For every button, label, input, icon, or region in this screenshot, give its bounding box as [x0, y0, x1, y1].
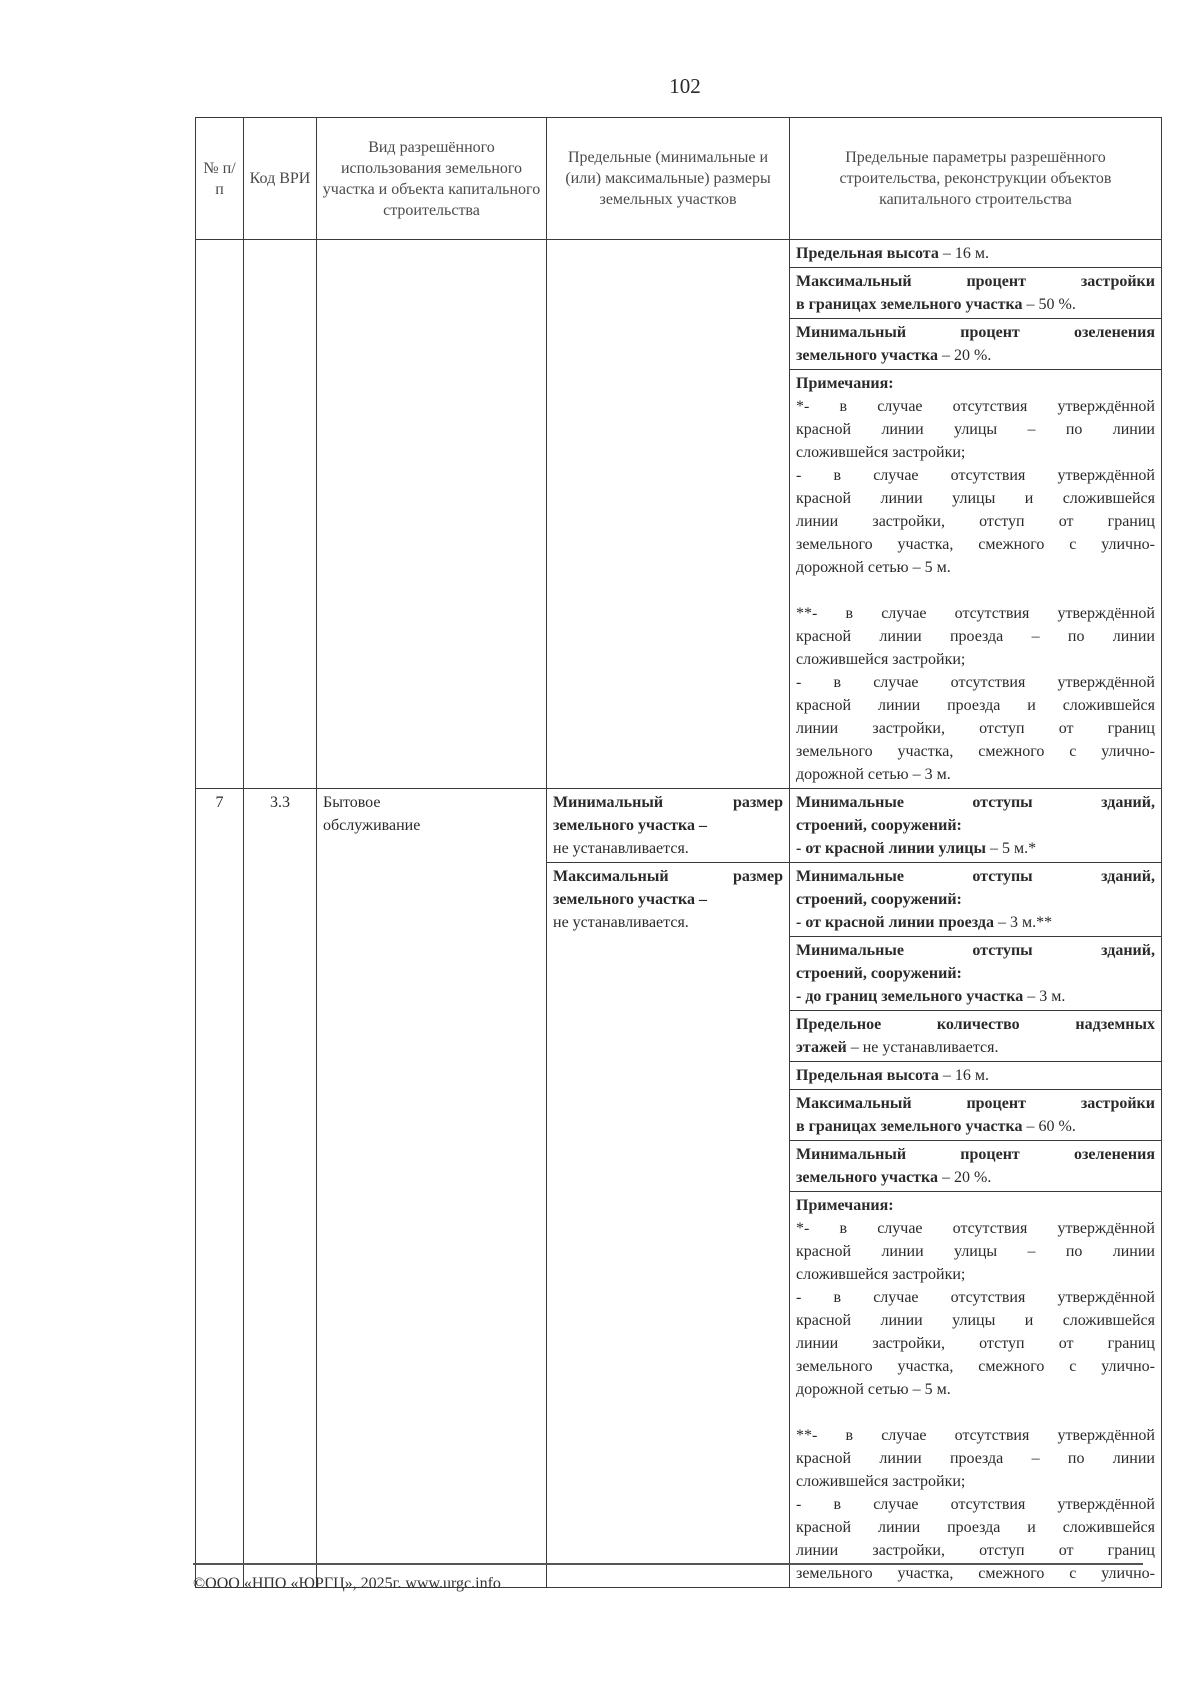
param2-line-1: Минимальные отступы зданий,: [796, 868, 1155, 885]
param3-line-2: строений, сооружений:: [796, 965, 962, 982]
floors-cell: [790, 1011, 1162, 1062]
header-size: Предельные (минимальные и (или) максимальные) размеры земельных участков: [547, 118, 790, 240]
note-line: **- в случае отсутствия утверждённой: [796, 1427, 1155, 1444]
note-line: дорожной сетью – 3 м.: [796, 766, 951, 783]
green-value: – 20 %.: [938, 1169, 992, 1186]
table-row: [196, 789, 1162, 863]
param-cell-1: [790, 789, 1162, 863]
param-cell-3: [790, 937, 1162, 1011]
table-row: [196, 240, 1162, 268]
note-gap: [796, 579, 1155, 602]
footer-copyright: ©ООО «НПО «ЮРГЦ», 2025г. www.urgc.info: [193, 1575, 501, 1592]
floors-line-2: этажей: [796, 1039, 847, 1056]
prev-type-cell: [317, 240, 547, 789]
size-min-line-3: не устанавливается.: [553, 840, 689, 857]
note-line: линии застройки, отступ от границ: [796, 1542, 1155, 1559]
note-line: красной линии улицы – по линии: [796, 1243, 1155, 1260]
header-num: № п/п: [196, 118, 244, 240]
param1-value: – 5 м.*: [986, 840, 1037, 857]
note-gap: [796, 1401, 1155, 1424]
size-max-line-3: не устанавливается.: [553, 914, 689, 931]
prev-build-cell: [790, 268, 1162, 319]
param3-line-3: - до границ земельного участка: [796, 988, 1024, 1005]
note-line: красной линии улицы и сложившейся: [796, 1312, 1155, 1329]
note-line: красной линии проезда и сложившейся: [796, 1519, 1155, 1536]
prev-code-cell: [244, 240, 317, 789]
floors-line-1: Предельное количество надземных: [796, 1016, 1155, 1033]
row7-green-cell: [790, 1141, 1162, 1192]
param2-line-3: - от красной линии проезда: [796, 914, 994, 931]
floors-value: – не устанавливается.: [846, 1039, 999, 1056]
note-line: сложившейся застройки;: [796, 1473, 966, 1490]
size-max-cell: [547, 863, 790, 1588]
prev-height-cell: [790, 240, 1162, 268]
build-value: – 50 %.: [1022, 296, 1076, 313]
type-line-2: обслуживание: [323, 817, 421, 834]
build-line-1: Максимальный процент застройки: [796, 273, 1155, 290]
note-line: - в случае отсутствия утверждённой: [796, 467, 1155, 484]
build-value: – 60 %.: [1022, 1118, 1076, 1135]
size-min-line-1: Минимальный размер: [553, 794, 783, 811]
note-line: линии застройки, отступ от границ: [796, 513, 1155, 530]
height-label: Предельная высота: [796, 245, 939, 262]
regulations-table: [195, 117, 1162, 1588]
note-line: земельного участка, смежного с улично-: [796, 1565, 1155, 1582]
header-code: Код ВРИ: [244, 118, 317, 240]
height-value: – 16 м.: [938, 1067, 989, 1084]
prev-notes-cell: [790, 370, 1162, 789]
table-header-row: [196, 118, 1162, 240]
green-value: – 20 %.: [938, 347, 992, 364]
row7-notes-cell: [790, 1192, 1162, 1588]
note-line: красной линии проезда – по линии: [796, 628, 1155, 645]
type-line-1: Бытовое: [323, 794, 381, 811]
header-params: Предельные параметры разрешённого строительства, реконструкции объектов капитального строительства: [790, 118, 1162, 240]
build-line-1: Максимальный процент застройки: [796, 1095, 1155, 1112]
note-line: линии застройки, отступ от границ: [796, 1335, 1155, 1352]
note-line: - в случае отсутствия утверждённой: [796, 1289, 1155, 1306]
prev-size-cell: [547, 240, 790, 789]
row7-build-cell: [790, 1090, 1162, 1141]
note-line: сложившейся застройки;: [796, 651, 966, 668]
param1-line-1: Минимальные отступы зданий,: [796, 794, 1155, 811]
param2-line-2: строений, сооружений:: [796, 891, 962, 908]
height-label: Предельная высота: [796, 1067, 939, 1084]
note-line: сложившейся застройки;: [796, 444, 966, 461]
note-line: красной линии улицы и сложившейся: [796, 490, 1155, 507]
size-max-line-1: Максимальный размер: [553, 868, 783, 885]
note-line: красной линии проезда и сложившейся: [796, 697, 1155, 714]
row7-height-cell: [790, 1062, 1162, 1090]
height-value: – 16 м.: [938, 245, 989, 262]
param2-value: – 3 м.**: [993, 914, 1053, 931]
note-line: дорожной сетью – 5 м.: [796, 1381, 951, 1398]
green-line-2: земельного участка: [796, 1169, 939, 1186]
size-max-line-2: земельного участка –: [553, 891, 708, 908]
build-line-2: в границах земельного участка: [796, 1118, 1023, 1135]
note-line: **- в случае отсутствия утверждённой: [796, 605, 1155, 622]
note-line: - в случае отсутствия утверждённой: [796, 674, 1155, 691]
size-min-line-2: земельного участка –: [553, 817, 708, 834]
green-line-2: земельного участка: [796, 347, 939, 364]
param-cell-2: [790, 863, 1162, 937]
note-line: красной линии проезда – по линии: [796, 1450, 1155, 1467]
build-line-2: в границах земельного участка: [796, 296, 1023, 313]
prev-green-cell: [790, 319, 1162, 370]
prev-num-cell: [196, 240, 244, 789]
note-line: сложившейся застройки;: [796, 1266, 966, 1283]
row-code-cell: 3.3: [244, 789, 317, 1588]
header-type: Вид разрешённого использования земельного участка и объекта капитального строительства: [317, 118, 547, 240]
notes-title: Примечания:: [796, 375, 894, 392]
row-type-cell: [317, 789, 547, 1588]
note-line: красной линии улицы – по линии: [796, 421, 1155, 438]
note-line: земельного участка, смежного с улично-: [796, 536, 1155, 553]
green-line-1: Минимальный процент озеленения: [796, 1146, 1155, 1163]
size-min-cell: [547, 789, 790, 863]
page-number: 102: [669, 74, 701, 98]
note-line: линии застройки, отступ от границ: [796, 720, 1155, 737]
note-line: *- в случае отсутствия утверждённой: [796, 1220, 1155, 1237]
green-line-1: Минимальный процент озеленения: [796, 324, 1155, 341]
param3-line-1: Минимальные отступы зданий,: [796, 942, 1155, 959]
notes-title: Примечания:: [796, 1197, 894, 1214]
param1-line-2: строений, сооружений:: [796, 817, 962, 834]
note-line: дорожной сетью – 5 м.: [796, 559, 951, 576]
row-num-cell: 7: [196, 789, 244, 1588]
param1-line-3: - от красной линии улицы: [796, 840, 986, 857]
note-line: земельного участка, смежного с улично-: [796, 1358, 1155, 1375]
note-line: - в случае отсутствия утверждённой: [796, 1496, 1155, 1513]
note-line: земельного участка, смежного с улично-: [796, 743, 1155, 760]
param3-value: – 3 м.: [1023, 988, 1066, 1005]
footer-divider: [193, 1563, 1143, 1565]
note-line: *- в случае отсутствия утверждённой: [796, 398, 1155, 415]
